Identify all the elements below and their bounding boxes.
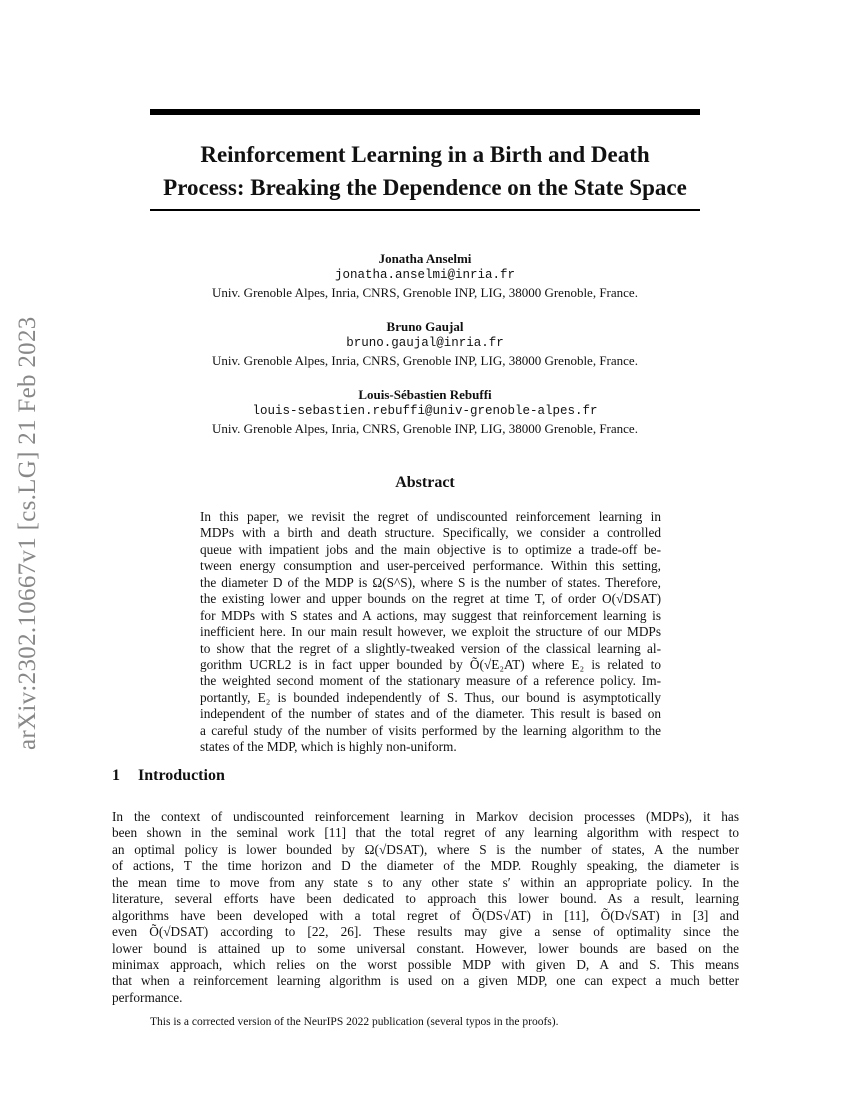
text-line: that when a reinforcement learning algorithm is used on a given MDP, one can expect a much better <box>112 973 739 989</box>
author-email: bruno.gaujal@inria.fr <box>346 336 504 350</box>
author-block <box>150 250 700 301</box>
text-line: gorithm UCRL2 is in fact upper bounded by Õ(√E₂AT) where E₂ is related to <box>200 656 661 672</box>
text-line: been shown in the seminal work [11] that the total regret of any learning algorithm with respect to <box>112 825 739 841</box>
section-title: Introduction <box>138 767 225 784</box>
text-line: In this paper, we revisit the regret of undiscounted reinforcement learning in <box>200 509 661 524</box>
text-line: performance. <box>112 989 183 1005</box>
text-line: the existing lower and upper bounds on the regret at time T, of order O(√DSAT) <box>200 591 661 607</box>
author-email: louis-sebastien.rebuffi@univ-grenoble-alpes.fr <box>252 404 598 418</box>
author-block <box>150 386 700 437</box>
author-email: jonatha.anselmi@inria.fr <box>334 268 516 282</box>
text-line: algorithms have been developed with a total regret of Õ(DS√AT) in [11], Õ(D√SAT) in [3] and <box>112 907 739 923</box>
author-name: Bruno Gaujal <box>386 319 464 334</box>
text-line: even Õ(√DSAT) according to [22, 26]. These results may give a sense of optimality since the <box>112 924 739 940</box>
text-line: the mean time to move from any state s to any other state s′ within an appropriate policy. In the <box>112 874 739 890</box>
text-line: the diameter D of the MDP is Ω(S^S), where S is the number of states. Therefore, <box>200 574 661 590</box>
intro-body <box>112 809 739 1006</box>
footnote: This is a corrected version of the NeurIPS 2022 publication (several typos in the proofs). <box>150 1016 559 1028</box>
text-line: a careful study of the number of visits performed by the learning algorithm to the <box>200 722 661 738</box>
text-line: an optimal policy is lower bounded by Ω(√DSAT), where S is the number of states, A the number <box>112 841 739 857</box>
text-line: tween energy consumption and user-perceived performance. Within this setting, <box>200 558 661 574</box>
abstract-body <box>200 509 661 756</box>
text-line: queue with impatient jobs and the main objective is to optimize a trade-off be- <box>200 541 661 557</box>
author-block <box>150 318 700 369</box>
title-top-rule <box>150 109 700 115</box>
section-heading <box>112 767 243 785</box>
text-line: In the context of undiscounted reinforcement learning in Markov decision processes (MDPs), it has <box>112 809 739 824</box>
text-line: states of the MDP, which is highly non-uniform. <box>200 739 457 755</box>
text-line: literature, several efforts have been dedicated to approach this lower bound. As a result, learning <box>112 891 739 907</box>
title-line: Reinforcement Learning in a Birth and Death <box>200 142 650 167</box>
paper-title <box>150 138 700 204</box>
text-line: the weighted second moment of the stationary measure of a reference policy. Im- <box>200 673 661 689</box>
text-line: of actions, T the time horizon and D the diameter of the MDP. Roughly speaking, the diameter is <box>112 858 739 874</box>
text-line: for MDPs with S states and A actions, may suggest that reinforcement learning is <box>200 607 661 623</box>
abstract-heading: Abstract <box>395 474 455 491</box>
text-line: minimax approach, which relies on the worst possible MDP with given D, A and S. This means <box>112 956 739 972</box>
section-number: 1 <box>112 767 120 784</box>
text-line: inefficient here. In our main result however, we exploit the structure of our MDPs <box>200 624 661 640</box>
text-line: MDPs with a birth and death structure. Specifically, we consider a controlled <box>200 525 661 541</box>
author-affiliation: Univ. Grenoble Alpes, Inria, CNRS, Grenoble INP, LIG, 38000 Grenoble, France. <box>212 353 638 368</box>
author-affiliation: Univ. Grenoble Alpes, Inria, CNRS, Grenoble INP, LIG, 38000 Grenoble, France. <box>212 285 638 300</box>
text-line: independent of the number of states and of the diameter. This result is based on <box>200 706 661 722</box>
title-line: Process: Breaking the Dependence on the State Space <box>163 175 687 200</box>
arxiv-stamp: arXiv:2302.10667v1 [cs.LG] 21 Feb 2023 <box>14 316 41 750</box>
title-bottom-rule <box>150 209 700 211</box>
author-affiliation: Univ. Grenoble Alpes, Inria, CNRS, Grenoble INP, LIG, 38000 Grenoble, France. <box>212 421 638 436</box>
text-line: to show that the regret of a slightly-tweaked version of the classical learning al- <box>200 640 661 656</box>
text-line: lower bound is attained up to some universal constant. However, lower bounds are based on the <box>112 940 739 956</box>
author-name: Jonatha Anselmi <box>378 251 472 266</box>
text-line: portantly, E₂ is bounded independently of S. Thus, our bound is asymptotically <box>200 689 661 705</box>
author-name: Louis-Sébastien Rebuffi <box>358 387 492 402</box>
